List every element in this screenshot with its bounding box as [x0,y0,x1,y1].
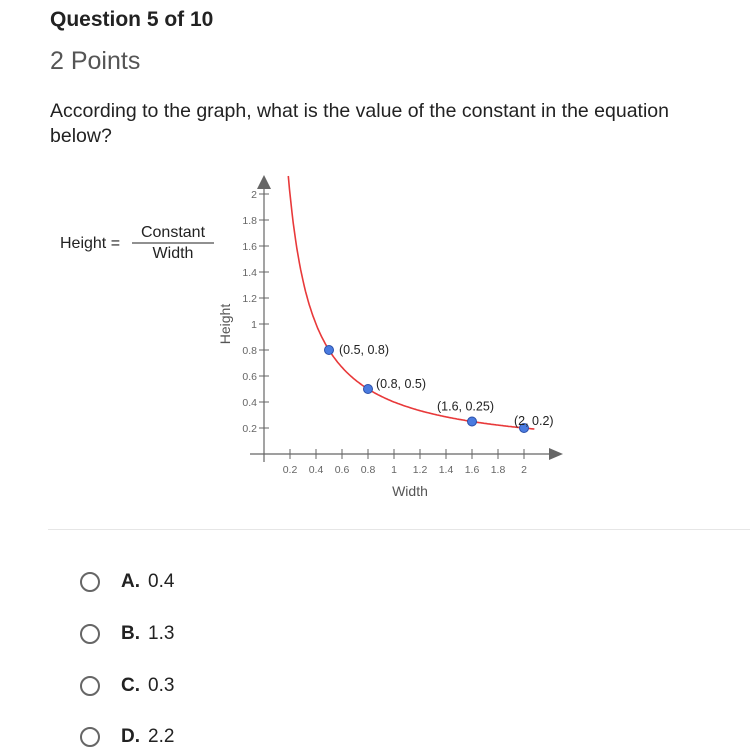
choice-c-letter: C. [121,675,140,696]
choice-b[interactable] [80,619,174,649]
choice-d-letter: D. [121,726,140,747]
point-label: (0.8, 0.5) [376,377,427,391]
data-point [325,346,334,355]
divider [48,529,750,530]
y-axis-arrow [257,175,271,189]
point-label: (0.5, 0.8) [339,343,390,357]
x-tick-label: 1.6 [464,464,480,476]
radio-c[interactable] [80,676,100,696]
choice-d[interactable] [80,722,174,752]
y-tick-label: 0.6 [242,371,257,383]
x-tick-label: 0.4 [308,464,324,476]
choice-c-value: 0.3 [148,675,175,696]
question-points: 2 Points [50,47,141,75]
y-tick-label: 0.2 [242,423,257,435]
choice-c[interactable] [80,671,174,701]
graph-figure [0,160,600,510]
data-point [468,417,477,426]
y-tick-label: 0.8 [242,345,257,357]
choice-b-value: 1.3 [148,623,175,644]
x-axis-arrow [549,448,563,460]
x-tick-label: 0.6 [334,464,350,476]
data-points [325,343,554,433]
y-tick-label: 1.6 [242,241,257,253]
x-tick-label: 0.8 [360,464,376,476]
radio-d[interactable] [80,727,100,747]
radio-a[interactable] [80,572,100,592]
point-label: (2, 0.2) [514,414,554,428]
y-tick-label: 2 [251,189,257,201]
x-tick-label: 0.2 [282,464,298,476]
question-number: Question 5 of 10 [50,8,214,31]
choice-b-letter: B. [121,623,140,644]
x-tick-label: 2 [521,464,527,476]
y-tick-label: 1 [251,319,257,331]
x-tick-label: 1 [391,464,397,476]
equation-denominator: Width [152,245,194,262]
axes [242,175,563,476]
point-label: (1.6, 0.25) [437,399,494,414]
x-tick-label: 1.8 [490,464,506,476]
choice-a[interactable] [80,567,174,597]
choice-a-value: 0.4 [148,571,175,592]
y-tick-label: 1.4 [242,267,257,279]
x-tick-label: 1.4 [438,464,454,476]
question-text: According to the graph, what is the value of the constant in the equation below? [50,100,669,147]
x-tick-label: 1.2 [412,464,428,476]
equation-lhs: Height = [60,235,121,252]
radio-b[interactable] [80,624,100,644]
y-tick-label: 1.8 [242,215,257,227]
curve-layer [288,176,534,429]
data-point [364,385,373,394]
equation-numerator: Constant [140,224,206,241]
x-axis-label: Width [392,483,428,499]
y-axis-label: Height [217,303,233,345]
y-tick-label: 0.4 [242,397,257,409]
inverse-curve [288,176,534,429]
choice-a-letter: A. [121,571,140,592]
y-tick-label: 1.2 [242,293,257,305]
equation [60,224,214,262]
choice-d-value: 2.2 [148,726,175,747]
